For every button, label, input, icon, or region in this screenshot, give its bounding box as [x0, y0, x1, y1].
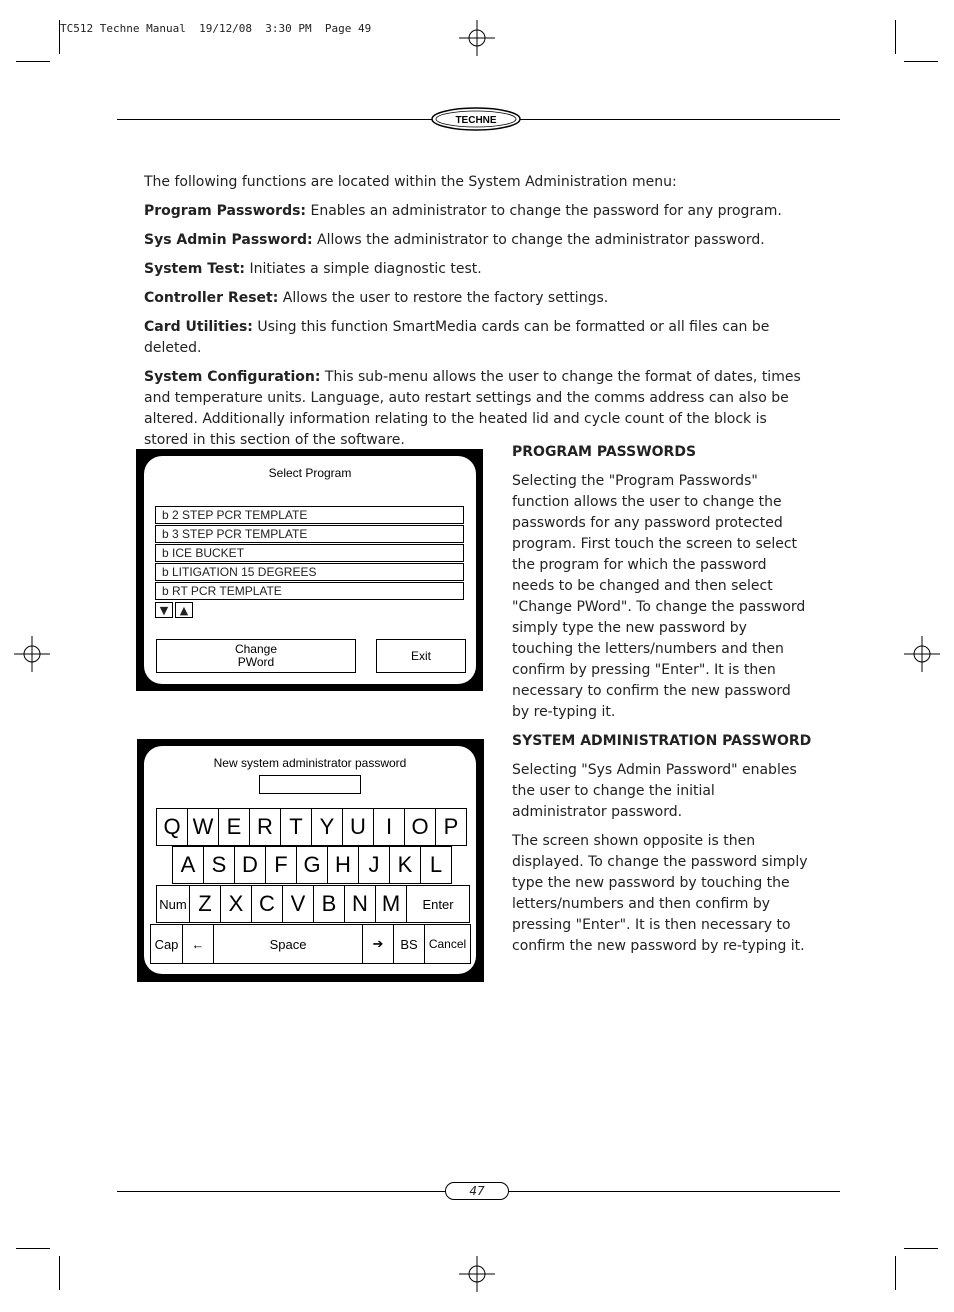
screen-title: New system administrator password: [213, 756, 407, 770]
registration-mark-icon: [459, 20, 495, 56]
crop-mark: [59, 1256, 60, 1290]
logo-text: TECHNE: [455, 115, 497, 126]
program-row[interactable]: b 2 STEP PCR TEMPLATE: [155, 506, 464, 524]
section-text: Selecting "Sys Admin Password" enables the user to change the initial administrator password.: [512, 762, 797, 820]
key-a[interactable]: A: [172, 846, 204, 884]
space-key[interactable]: Space: [213, 924, 363, 964]
print-slug: TC512 Techne Manual 19/12/08 3:30 PM Page 49: [60, 22, 372, 35]
function-item: Controller Reset: Allows the user to restore the factory settings.: [144, 290, 609, 306]
crop-mark: [16, 1248, 50, 1249]
key-z[interactable]: Z: [189, 885, 221, 923]
crop-mark: [904, 61, 938, 62]
key-n[interactable]: N: [344, 885, 376, 923]
key-b[interactable]: B: [313, 885, 345, 923]
key-p[interactable]: P: [435, 808, 467, 846]
crop-mark: [904, 1248, 938, 1249]
key-k[interactable]: K: [389, 846, 421, 884]
registration-mark-icon: [904, 636, 940, 672]
intro-section: [144, 172, 809, 451]
program-row[interactable]: b ICE BUCKET: [155, 544, 464, 562]
key-x[interactable]: X: [220, 885, 252, 923]
key-o[interactable]: O: [404, 808, 436, 846]
key-h[interactable]: H: [327, 846, 359, 884]
techne-logo: [431, 107, 521, 131]
function-item: System Configuration: This sub-menu allows the user to change the format of dates, times and temperature units. Language, auto restart settings and the comms address can also be altered. Additionally information relating to the heated lid and cycle count of the block is stored in this section of the software.: [144, 369, 801, 448]
button-label: PWord: [237, 655, 275, 669]
registration-mark-icon: [459, 1256, 495, 1292]
key-f[interactable]: F: [265, 846, 297, 884]
right-arrow-key[interactable]: ➔: [362, 924, 394, 964]
key-y[interactable]: Y: [311, 808, 343, 846]
key-g[interactable]: G: [296, 846, 328, 884]
password-input[interactable]: [259, 775, 361, 794]
registration-mark-icon: [14, 636, 50, 672]
key-c[interactable]: C: [251, 885, 283, 923]
cap-key[interactable]: Cap: [150, 924, 183, 964]
function-item: Card Utilities: Using this function SmartMedia cards can be formatted or all files can be deleted.: [144, 319, 770, 356]
key-v[interactable]: V: [282, 885, 314, 923]
program-row[interactable]: b RT PCR TEMPLATE: [155, 582, 464, 600]
key-i[interactable]: I: [373, 808, 405, 846]
crop-mark: [16, 61, 50, 62]
key-e[interactable]: E: [218, 808, 250, 846]
program-row[interactable]: b LITIGATION 15 DEGREES: [155, 563, 464, 581]
scroll-down-icon[interactable]: ▼: [155, 602, 173, 618]
key-t[interactable]: T: [280, 808, 312, 846]
scroll-up-icon[interactable]: ▲: [175, 602, 193, 618]
button-label: Change: [234, 642, 278, 656]
sys-admin-password-section: [512, 731, 812, 957]
crop-mark: [895, 20, 896, 54]
key-q[interactable]: Q: [156, 808, 188, 846]
key-j[interactable]: J: [358, 846, 390, 884]
key-l[interactable]: L: [420, 846, 452, 884]
program-passwords-section: [512, 442, 812, 723]
key-r[interactable]: R: [249, 808, 281, 846]
exit-button[interactable]: Exit: [376, 639, 466, 673]
function-item: Sys Admin Password: Allows the administrator to change the administrator password.: [144, 232, 765, 248]
cancel-key[interactable]: Cancel: [424, 924, 471, 964]
key-u[interactable]: U: [342, 808, 374, 846]
function-item: System Test: Initiates a simple diagnostic test.: [144, 261, 482, 277]
backspace-key[interactable]: BS: [393, 924, 425, 964]
section-text: The screen shown opposite is then displayed. To change the password simply type the new password by touching the letters/numbers and then confirm by pressing "Enter". It is then necessary to confirm the new password by re-typing it.: [512, 833, 808, 954]
crop-mark: [59, 20, 60, 54]
section-heading: PROGRAM PASSWORDS: [512, 444, 697, 460]
key-m[interactable]: M: [375, 885, 407, 923]
section-heading: SYSTEM ADMINISTRATION PASSWORD: [512, 733, 812, 749]
left-arrow-key[interactable]: ←: [182, 924, 214, 964]
key-w[interactable]: W: [187, 808, 219, 846]
enter-key[interactable]: Enter: [406, 885, 470, 923]
program-row[interactable]: b 3 STEP PCR TEMPLATE: [155, 525, 464, 543]
change-password-button[interactable]: [156, 639, 356, 673]
screen-title: Select Program: [268, 466, 352, 480]
key-s[interactable]: S: [203, 846, 235, 884]
page-number: 47: [445, 1182, 509, 1200]
crop-mark: [895, 1256, 896, 1290]
key-d[interactable]: D: [234, 846, 266, 884]
num-key[interactable]: Num: [156, 885, 190, 923]
intro-lead: The following functions are located within the System Administration menu:: [144, 174, 677, 190]
function-item: Program Passwords: Enables an administrator to change the password for any program.: [144, 203, 782, 219]
section-text: Selecting the "Program Passwords" function allows the user to change the passwords for any password protected program. First touch the screen to select the program for which the password needs to be changed and then select "Change PWord". To change the password simply type the new password by touching the letters/numbers and then confirm by pressing "Enter". It is then necessary to confirm the new password by re-typing it.: [512, 473, 806, 720]
